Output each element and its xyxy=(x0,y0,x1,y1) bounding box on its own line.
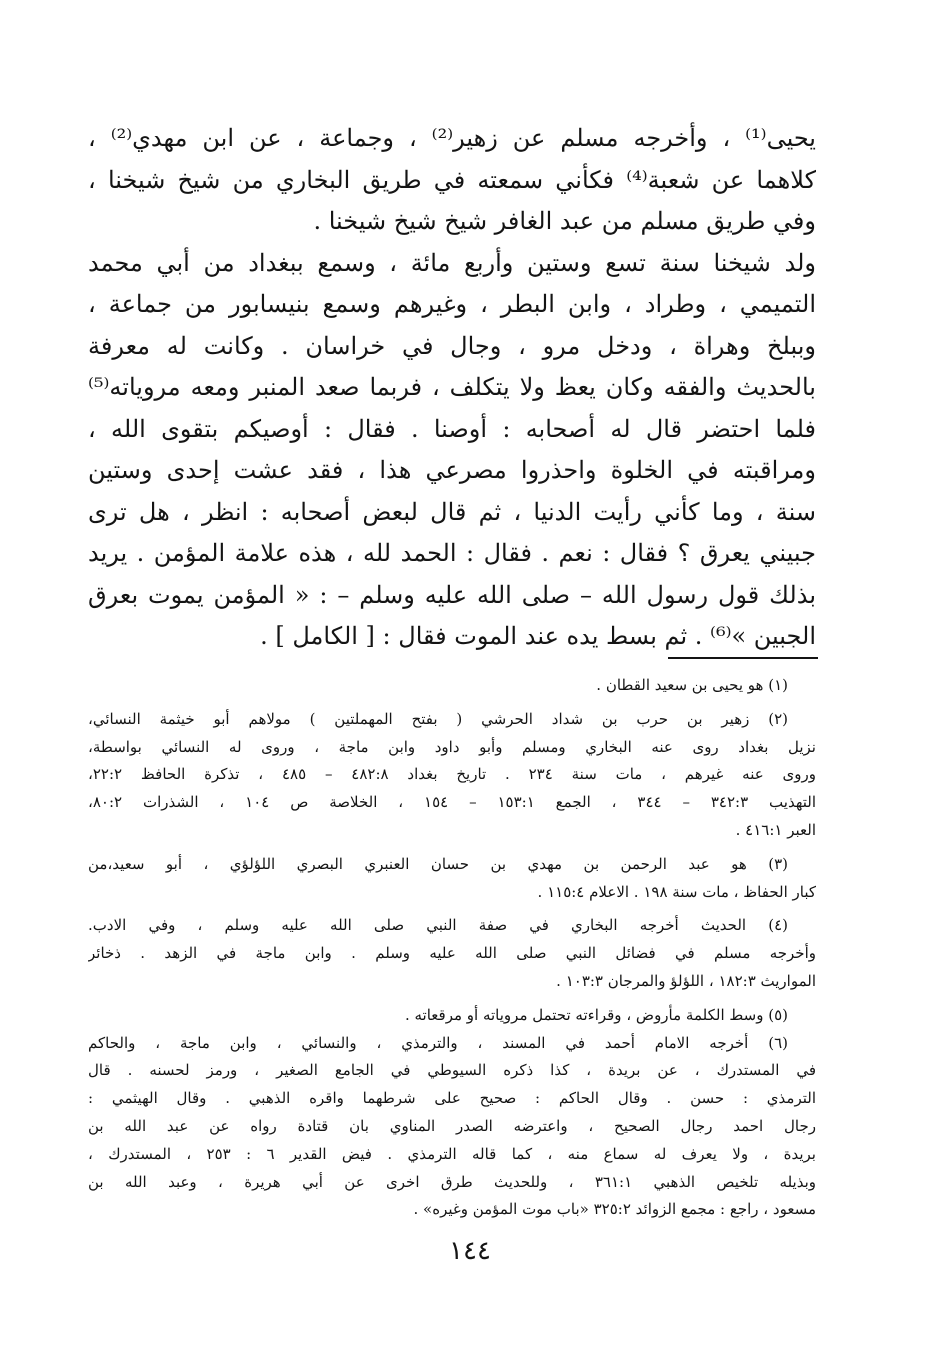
footnote-line: في المستدرك ، عن بريدة ، كذا ذكره السيوطي في الجامع الصغير ، ورمز لحسنه . قال xyxy=(88,1061,816,1080)
footnote-line: مسعود ، راجع : مجمع الزوائد ٣٢٥:٢ «باب موت المؤمن وغيره» . xyxy=(413,1200,816,1219)
text-line: فلما احتضر قال له أصحابه : أوصنا . فقال : أوصيكم بتقوى الله ، xyxy=(88,414,816,443)
footnote-line: وبذيله تلخيص الذهبي ٣٦١:١ ، وللحديث طرق اخرى عن أبي هريرة ، وعبد الله بن xyxy=(88,1172,816,1191)
text-line: التميمي ، وطراد ، وابن البطر ، وغيرهم وسمع بنيسابور من جماعة ، xyxy=(88,290,816,318)
footnote-1 xyxy=(88,672,816,700)
footnotes xyxy=(88,672,816,1224)
footnote-2 xyxy=(88,706,816,845)
footnote-line: التهذيب ٣٤٢:٣ – ٣٤٤ ، الجمع ١٥٣:١ – ١٥٤ ، الخلاصة ص ١٠٤ ، الشذرات ٨٠:٢، xyxy=(88,793,816,812)
text-line: ومراقبته في الخلوة واحذروا مصرعي هذا ، فقد عشت إحدى وستين xyxy=(88,456,816,484)
footnote-line: المواريث ١٨٢:٣ ، اللؤلؤ والمرجان ١٠٣:٣ . xyxy=(556,971,816,990)
text-line: بذلك قول رسول الله – صلى الله عليه وسلم – : « المؤمن يموت بعرق xyxy=(88,580,816,609)
text-line: سنة ، وما كأني رأيت الدنيا ، ثم قال لبعض أصحابه : انظر ، هل ترى xyxy=(88,497,816,526)
footnote-line: وأخرجه مسلم في فضائل النبي صلى الله عليه وسلم . وابن ماجة في الزهد . ذخائر xyxy=(88,944,816,963)
footnote-line: (٥) وسط الكلمة مأروض ، وقراءته تحتمل مروياته أو مرقعاته . xyxy=(404,1005,788,1024)
main-text xyxy=(88,118,816,658)
footnote-line: وروى عنه غيرهم ، مات سنة ٢٣٤ . تاريخ بغداد ٤٨٢:٨ – ٤٨٥ ، تذكرة الحافظ ٢٢:٢، xyxy=(88,765,816,784)
footnote-5 xyxy=(88,1002,816,1030)
page-number: ١٤٤ xyxy=(449,1236,491,1266)
footnote-3 xyxy=(88,851,816,907)
text-line: كلاهما عن شعبة⁽⁴⁾ فكأني سمعته في طريق البخاري من شيخ شيخنا ، xyxy=(88,165,816,194)
text-line: وفي طريق مسلم من عبد الغافر شيخ شيخ شيخنا . xyxy=(313,207,816,235)
footnote-line: (٦) أخرجه الامام أحمد في المسند ، والترمذي ، والنسائي ، وابن ماجة ، والحاكم xyxy=(88,1033,788,1052)
footnote-line: العبر ٤١٦:١ . xyxy=(735,820,816,839)
text-line: بالحديث والفقه وكان يعظ ولا يتكلف ، فربما صعد المنبر ومعه مروياته⁽⁵⁾ xyxy=(88,373,816,401)
text-line: ولد شيخنا سنة تسع وستين وأربع مائة ، وسمع ببغداد من أبي محمد xyxy=(88,248,816,277)
footnote-6 xyxy=(88,1030,816,1225)
footnote-4 xyxy=(88,912,816,995)
footnote-line: نزيل بغداد روى عنه البخاري ومسلم وأبو داود وابن ماجة ، وروى له النسائي بواسطة، xyxy=(88,737,816,756)
footnote-separator xyxy=(668,657,818,659)
text-line: جبيني يعرق ؟ فقال : نعم . فقال : الحمد لله ، هذه علامة المؤمن . يريد xyxy=(88,539,816,567)
footnote-line: بريدة ، ولا يعرف له سماع منه ، كما قاله الترمذي . فيض القدير ٦ : ٢٥٣ ، المستدرك ، xyxy=(88,1144,816,1163)
footnote-line: كبار الحفاظ ، مات سنة ١٩٨ . الاعلام ١١٥:٤ . xyxy=(537,882,816,901)
footnote-line: (٣) هو عبد الرحمن بن مهدي بن حسان العنبري البصري اللؤلؤي ، أبو سعيد،من xyxy=(88,854,788,873)
footnote-line: الترمذي : حسن . وقال الحاكم : صحيح على شرطهما واقره الذهبي . وقال الهيثمي : xyxy=(88,1089,816,1108)
text-line: يحيى⁽¹⁾ ، وأخرجه مسلم عن زهير⁽²⁾ ، وجماعة ، عن ابن مهدي⁽²⁾ ، xyxy=(88,124,816,152)
footnote-line: (٤) الحديث أخرجه البخاري في صفة النبي صلى الله عليه وسلم ، وفي الادب. xyxy=(88,916,788,935)
footnote-line: (١) هو يحيى بن سعيد القطان . xyxy=(596,676,788,694)
footnote-line: (٢) زهير بن حرب بن شداد الحرشي ( بفتح المهملتين ) مولاهم أبو خيثمة النسائي، xyxy=(88,709,788,728)
footnote-line: رجال احمد رجال الصحيح ، واعترضه الصدر المناوي بان قتادة رواه عن عبد الله بن xyxy=(88,1116,816,1135)
text-line: وببلخ وهراة ، ودخل مرو ، وجال في خراسان . وكانت له معرفة xyxy=(88,331,816,360)
text-line: الجبين »⁽⁶⁾ . ثم بسط يده عند الموت فقال : [ الكامل ] . xyxy=(260,622,816,650)
